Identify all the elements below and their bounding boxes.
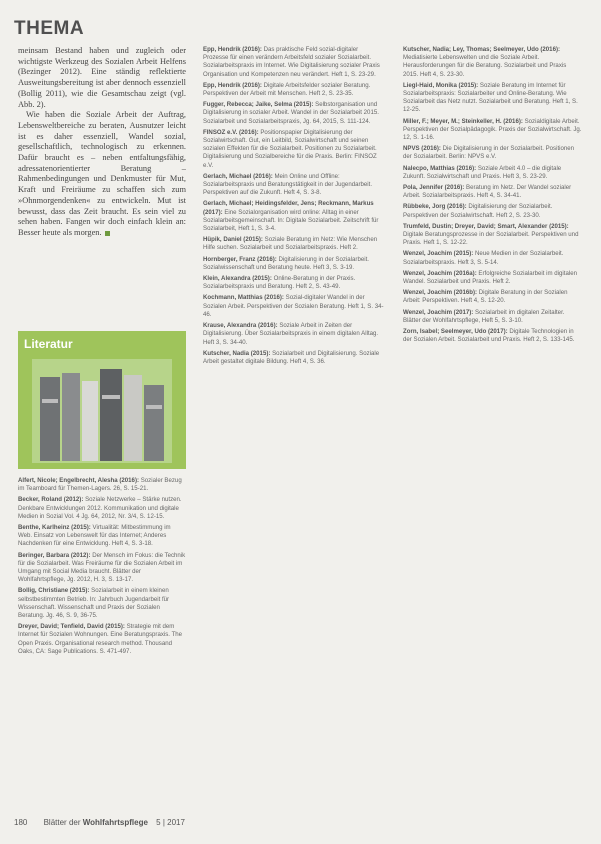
reference-entry: Klein, Alexandra (2015): Online-Beratung in der Praxis. Sozialarbeitspraxis und Beratung. Heft 2, S. 43-49. [203, 275, 356, 291]
reference-entry: Liegl-Haid, Monika (2015): Soziale Beratung im Internet für Sozialarbeitspraxis: Sozialarbeiter und Online-Beratung. Wie Sozialarbeit das Netz nutzt. Sozialarbeit und Beratung. Heft 1, S. 12-25. [403, 81, 578, 114]
reference-entry: Trumfeld, Dustin; Dreyer, David; Smart, Alexander (2015): Digitale Beratungsprozesse in der Sozialarbeit. Perspektiven und Praxis. Heft 1, S. 12-22. [403, 222, 579, 247]
reference-entry: Miller, F.; Meyer, M.; Steinkeller, H. (2016): Sozialdigitale Arbeit. Perspektiven der Sozialpädagogik. Praxis der Sozialwirtschaft. Jg. 12, S. 1-16. [403, 117, 582, 142]
reference-entry: Wenzel, Joachim (2016b): Digitale Beratung in der Sozialen Arbeit: Perspektiven. Heft 4, S. 12-20. [403, 289, 568, 305]
reference-entry: Gerlach, Michael; Heidingsfelder, Jens; Reckmann, Markus (2017): Eine Sozialorganisation wird online: Alltag in einer Sozialarbeitsgemeinschaft. In: Digitale Sozialarbeit. Zeitschrift für Sozialarbeit, Heft 1, S. 3-4. [203, 200, 379, 233]
reference-entry: Beringer, Barbara (2012): Der Mensch im Fokus: die Technik für die Sozialarbeit. Was Freiräume für die Sozialen Arbeit im Umgang mit Social Media braucht. Blätter der Wohlfahrtspflege, Jg. 2012, H. 3, S. 13-17. [18, 551, 186, 584]
page-number: 180 [14, 818, 28, 827]
page-footer [14, 818, 185, 827]
reference-entry: Bollig, Christiane (2015): Sozialarbeit in einem kleinen selbstbestimmten Betrieb. In: Jahrbuch Jugendarbeit für Wissenschaft. Wissenschaft und Praxis der Sozialen Beratung. Jg. 46, S. 9, 36-75. [18, 587, 170, 620]
issue-label: 5 | 2017 [156, 818, 185, 827]
body-paragraph: meinsam Bestand haben und zugleich oder wichtigste Werkzeug des Sozialen Arbeit Helfens (Bezinger 2012). Eine ständig reflektierte Ausweitungsbereitung ist aber dennoch essenziell (Bollig 2011), wie die Gesamtschau zeigt (vgl. Abb. 2). [18, 46, 186, 109]
journal-name: Blätter der Wohlfahrtspflege [43, 818, 148, 827]
reference-entry: Hüpik, Daniel (2015): Soziale Beratung im Netz: Wie Menschen Hilfe suchen. Sozialarbeit und Sozialarbeitspraxis. Heft 2. [203, 236, 378, 252]
reference-entry: Epp, Hendrik (2016): Digitale Arbeitsfelder sozialer Beratung. Perspektiven der Arbeit mit Menschen. Heft 2, S. 23-35. [203, 81, 371, 98]
body-text-column [18, 46, 186, 239]
section-title: THEMA [14, 18, 85, 39]
reference-entry: Nalecpo, Matthias (2016): Soziale Arbeit 4.0 – die digitale Zukunft. Sozialwirtschaft und Praxis. Heft 3, S. 23-29. [403, 164, 562, 180]
reference-entry: FINSOZ e.V. (2016): Positionspapier Digitalisierung der Sozialwirtschaft. Gut, ein Leitbild, Sozialwirtschaft und seinen sozialen Effekten für die Sozialarbeit. Positionen zu Sozialarbeit. Digitalisierung und Sozialbereiche für die Praxis. Berlin: FINSOZ e.V. [203, 128, 377, 169]
reference-entry: Wenzel, Joachim (2016a): Erfolgreiche Sozialarbeit im digitalen Wandel. Sozialarbeit und Praxis. Heft 2. [403, 269, 577, 286]
reference-entry: Hornberger, Franz (2016): Digitalisierung in der Sozialarbeit. Sozialwissenschaft und Beratung heute. Heft 3, S. 3-19. [203, 255, 369, 271]
literature-box [18, 331, 186, 469]
references-column-3 [403, 46, 583, 348]
reference-entry: Kutscher, Nadia; Ley, Thomas; Seelmeyer, Udo (2016): Mediatisierte Lebenswelten und die Soziale Arbeit. Herausforderungen für die Beratung. Sozialarbeit und Praxis 2015. Heft 4, S. 23-30. [403, 46, 567, 78]
body-paragraph-text: Wie haben die Soziale Arbeit der Auftrag, Lebensweltbereiche zu beraten, Ausnutzer leicht ist es daher essenziell, Wandel sozial, gesellschaftlich, technologisch zu erkennen. Dafür braucht es – neben entfaltungsfähig, adressatenorientierter Beratung – Rahmenbedingungen und Denkmuster für Mut, Kraft und Freiräume zu schaffen sich zum »Ohnmorgendenken« zu entwickeln. Mut ist bewusst, dass das Zeit braucht. Es sein viel zu sehen haben. Fangen wir doch einfach klein an: Besser heute als morgen. [18, 110, 186, 237]
reference-entry: Wenzel, Joachim (2015): Neue Medien in der Sozialarbeit. Sozialarbeitspraxis. Heft 3, S. 5-14. [403, 250, 564, 266]
reference-entry: Zorn, Isabel; Seelmeyer, Udo (2017): Digitale Technologien in der Sozialen Arbeit. Sozialarbeit und Praxis. Heft 2, S. 133-145. [403, 328, 575, 344]
references-column-1 [18, 477, 186, 659]
reference-entry: Dreyer, David; Tenfield, David (2015): Strategie mit dem Internet für Sozialen Wohnungen. Eine Beratungspraxis. The Open Praxis. Organisational research method. Thousand Oaks, CA: Sage Publications. S. 471-497. [18, 623, 183, 655]
books-image [32, 359, 172, 463]
reference-entry: Benthe, Karlheinz (2015): Virtualität: Mitbestimmung im Web. Einsatz von Lebenswelt für das Internet; Anderes Nachdenken für eine Entwicklung. Heft 4, S. 3-18. [18, 524, 171, 548]
body-paragraph [18, 110, 186, 238]
reference-entry: Rübbeke, Jorg (2016): Digitalisierung der Sozialarbeit. Perspektiven der Sozialwirtschaft. Heft 2, S. 23-30. [403, 203, 553, 219]
reference-entry: Wenzel, Joachim (2017): Sozialarbeit im digitalen Zeitalter. Blätter der Wohlfahrtspflege, Heft 5, S. 3-10. [403, 308, 565, 324]
reference-entry: Becker, Roland (2012): Soziale Netzwerke – Stärke nutzen. Denkbare Entwicklungen 2012. Kommunikation und digitale Medien in Sozial Vol. 4 Jg. 64, 2012, Nr. 3/4, S. 12-15. [18, 496, 182, 520]
reference-entry: Epp, Hendrik (2016): Das praktische Feld sozial-digitaler Prozesse für einen verändern Arbeitsfeld sozialer Sozialarbeit. Sozialarbeitspraxis im Internet. Wie Digitalisierung sozialer Praxis Organisation und Kompetenzen neu verändert. Heft 1, S. 23-29. [203, 46, 380, 78]
reference-entry: Kochmann, Matthias (2016): Sozial-digitaler Wandel in der Sozialen Arbeit. Perspektiven der Sozialen Beratung. Heft 1, S. 34-46. [203, 294, 384, 318]
reference-entry: Alfert, Nicole; Engelbrecht, Alesha (2016): Sozialer Bezug im Teamboard für Themen-Lagers. 26, S. 15-21. [18, 477, 182, 493]
references-column-2 [203, 46, 385, 369]
reference-entry: Gerlach, Michael (2016): Mein Online und Offline: Sozialarbeitspraxis und Beratungstätigkeit in der Jugendarbeit. Perspektiven auf die Zukunft. Heft 4, S. 3-8. [203, 172, 373, 197]
literature-heading: Literatur [24, 337, 73, 351]
reference-entry: Krause, Alexandra (2016): Soziale Arbeit in Zeiten der Digitalisierung. Über Sozialarbeitspraxis in einem digitalen Alltag. Heft 3, S. 34-40. [203, 322, 379, 346]
end-mark-icon [105, 231, 110, 236]
reference-entry: Pola, Jennifer (2016): Beratung im Netz. Der Wandel sozialer Arbeit. Sozialarbeitspraxis. Heft 4, S. 34-41. [403, 184, 572, 200]
reference-entry: NPVS (2016): Die Digitalisierung in der Sozialarbeit. Positionen der Sozialarbeit. Berlin: NPVS e.V. [403, 145, 575, 161]
reference-entry: Fugger, Rebecca; Jaike, Selma (2015): Selbstorganisation und Digitalisierung in sozialer Arbeit. Wandel in der Sozialarbeit 2015. Sozialarbeit und Sozialarbeitspraxis, Jg. 64, 2015, S. 111-124. [203, 101, 379, 125]
reference-entry: Kutscher, Nadia (2015): Sozialarbeit und Digitalisierung. Soziale Arbeit gestaltet digitale Bildung. Heft 4, S. 36. [203, 349, 380, 365]
